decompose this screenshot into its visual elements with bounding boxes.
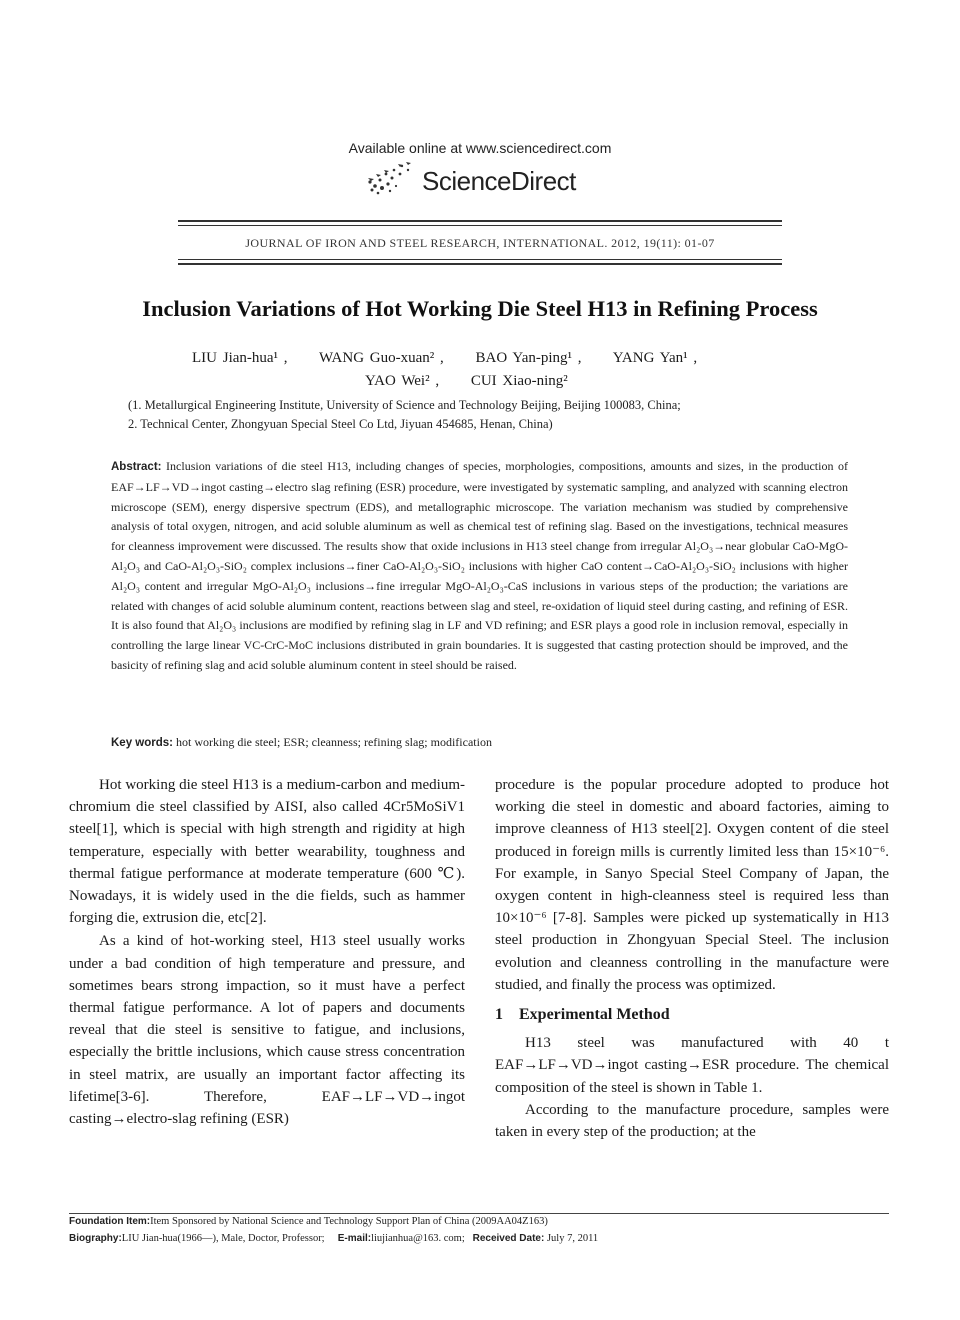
body-left-column <box>69 774 465 1130</box>
body-paragraph: H13 steel was manufactured with 40 t EAF→LF→VD→ingot casting→ESR procedure. The chemical composition of the steel is shown in Table 1. <box>495 1035 889 1096</box>
affiliation-1: (1. Metallurgical Engineering Institute, University of Science and Technology Beijing, Beijing 100083, China; <box>128 398 681 412</box>
footnote-rule <box>69 1213 889 1214</box>
journal-citation-line: JOURNAL OF IRON AND STEEL RESEARCH, INTERNATIONAL. 2012, 19(11): 01-07 <box>245 236 715 250</box>
sciencedirect-logo-icon <box>362 160 420 200</box>
body-paragraph: As a kind of hot-working steel, H13 steel usually works under a bad condition of high temperature and pressure, and sometimes bears strong impaction, so it must have a perfect thermal fatigue performance. A lot of papers and documents reveal that die steel is sensitive to fatigue, and inclusions, especially the brittle inclusions, which cause stress concentration in steel matrix, are usually an important factor affecting its lifetime[3-6]. Therefore, EAF→LF→VD→ingot casting→electro-slag refining (ESR) <box>69 933 465 1128</box>
author-name: YANG Yan¹ , <box>612 350 698 366</box>
author-name: CUI Xiao-ning² <box>470 373 568 389</box>
header-top-rule-2 <box>178 225 782 226</box>
email-text: liujianhua@163. com; <box>371 1233 465 1244</box>
section-number: 1 <box>495 1006 503 1024</box>
author-list-line-2 <box>365 373 665 390</box>
sciencedirect-wordmark: ScienceDirect <box>422 166 576 196</box>
header-bottom-rule-2 <box>178 263 782 265</box>
section-heading <box>495 1004 889 1026</box>
header-bottom-rule <box>178 259 782 260</box>
biography-footnote <box>69 1233 899 1244</box>
section-title: Experimental Method <box>519 1006 670 1024</box>
body-paragraph: Hot working die steel H13 is a medium-carbon and medium-chromium die steel classified by AISI, also called 4Cr5MoSiV1 steel[1], which is special with high strength and rigidity at high temperature, especially with better wearability, toughness and thermal fatigue performance at moderate temperature (600 ℃). Nowadays, it is widely used in the die fields, such as hammer forging die, extrusion die, etc[2]. <box>69 777 465 927</box>
body-paragraph: According to the manufacture procedure, samples were taken in every step of the production; at the <box>495 1101 889 1141</box>
received-date-text: July 7, 2011 <box>546 1233 599 1244</box>
email-label: E-mail: <box>337 1233 372 1244</box>
keywords <box>111 735 848 750</box>
body-paragraph: procedure is the popular procedure adopted to produce hot working die steel in domestic and aboard factories, aiming to improve cleanness of H13 steel[2]. Oxygen content of die steel produced in foreign mills is currently limited less than 15×10⁻⁶. For example, in Sanyo Special Steel Company of Japan, the oxygen content in high-cleanness steel is required less than 10×10⁻⁶ [7-8]. Samples were picked up systematically in H13 steel production in Zhongyuan Special Steel. The inclusion evolution and cleanness controlling in the manufacture were studied, and finally the process was optimized. <box>495 777 889 993</box>
abstract-label: Abstract: <box>111 461 162 473</box>
author-name: WANG Guo-xuan² , <box>319 350 444 366</box>
paper-title: Inclusion Variations of Hot Working Die Steel H13 in Refining Process <box>142 296 818 321</box>
foundation-text: Item Sponsored by National Science and Technology Support Plan of China (2009AA04Z163) <box>150 1216 548 1227</box>
keywords-text: hot working die steel; ESR; cleanness; refining slag; modification <box>176 735 492 749</box>
available-online-text: Available online at www.sciencedirect.com <box>348 140 612 156</box>
author-name: LIU Jian-hua¹ , <box>192 350 288 366</box>
foundation-footnote <box>69 1216 899 1227</box>
affiliation-2: 2. Technical Center, Zhongyuan Special Steel Co Ltd, Jiyuan 454685, Henan, China) <box>128 417 553 431</box>
biography-label: Biography: <box>69 1233 122 1244</box>
author-list-line-1 <box>192 350 812 367</box>
biography-text: LIU Jian-hua(1966—), Male, Doctor, Professor; <box>121 1233 325 1244</box>
author-name: YAO Wei² , <box>365 373 440 389</box>
foundation-label: Foundation Item: <box>69 1216 151 1227</box>
abstract <box>111 457 848 676</box>
keywords-label: Key words: <box>111 737 173 749</box>
sciencedirect-logo <box>362 160 602 204</box>
author-name: BAO Yan-ping¹ , <box>475 350 582 366</box>
body-right-column <box>495 774 889 1143</box>
header-top-rule <box>178 220 782 222</box>
abstract-text: Inclusion variations of die steel H13, including changes of species, morphologies, compositions, amounts and sizes, in the production of EAF→LF→VD→ingot casting→electro slag refining (ESR) procedure, were investigated by systematic sampling, and analyzed with scanning electron microscope (SEM), energy dispersive spectrum (EDS), and metallographic microscope. The variation mechanism was studied by comprehensive analysis of total oxygen, nitrogen, and acid soluble aluminum as well as chemical test of refining slag. Based on the investigations, technical measures for cleanness improvement were discussed. The results show that oxide inclusions in H13 steel change from irregular Al₂O₃→near globular CaO-MgO-Al₂O₃ and CaO-Al₂O₃-SiO₂ complex inclusions→finer CaO-Al₂O₃-SiO₂ inclusions with higher CaO content→CaO-Al₂O₃-SiO₂ inclusions with higher Al₂O₃ content and irregular MgO-Al₂O₃ inclusions→fine irregular MgO-Al₂O₃-CaS inclusions in various steps of the production; the variations are related with changes of acid soluble aluminum content, reactions between slag and steel, re-oxidation of liquid steel during casting, and refining of ESR. It is also found that Al₂O₃ inclusions are modified by refining slag in LF and VD refining; and ESR plays a good role in inclusion removal, especially in controlling the large linear VC-CrC-MoC inclusions distributed in grain boundaries. It is suggested that casting protection should be improved, and the basicity of refining slag and acid soluble aluminum content in steel should be raised. <box>111 459 848 672</box>
received-date-label: Received Date: <box>472 1233 545 1244</box>
